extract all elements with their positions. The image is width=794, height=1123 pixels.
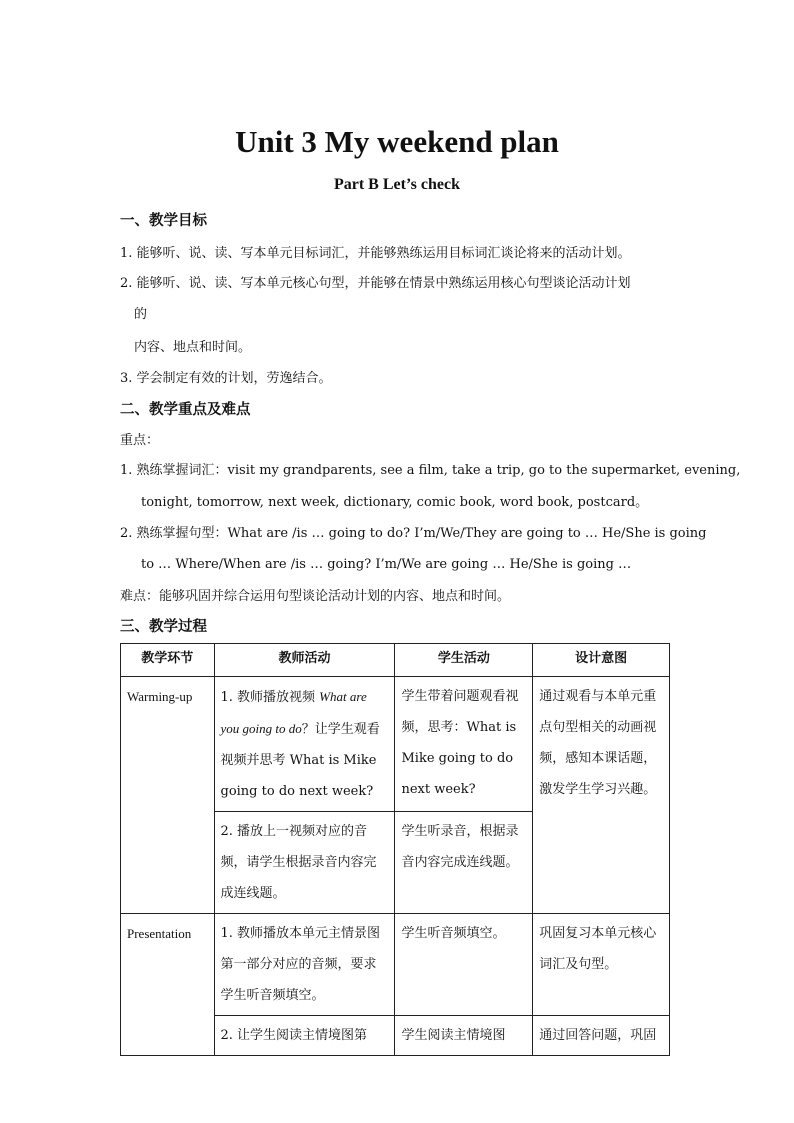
student-activity: 学生阅读主情境图 (395, 1016, 533, 1056)
key-vocab-line-1: 1. 熟练掌握词汇：visit my grandparents, see a film, take a trip, go to the supermarket, evening, (120, 463, 741, 478)
key-sentence-line-1: 2. 熟练掌握句型：What are /is … going to do? I’m/We/They are going to … He/She is going (120, 526, 707, 541)
teacher-activity: 2. 让学生阅读主情境图第 (214, 1016, 395, 1056)
objective-item-3: 3. 学会制定有效的计划，劳逸结合。 (120, 371, 332, 386)
table-header-row (121, 644, 670, 677)
document-title: Unit 3 My weekend plan (235, 124, 559, 159)
teacher-activity-prefix: 1. 教师播放视频 (220, 690, 320, 705)
header-intent: 设计意图 (533, 644, 670, 677)
document-subtitle: Part B Let’s check (333, 176, 461, 193)
section-heading-process: 三、教学过程 (120, 618, 207, 635)
objective-item-2-cont: 的 (134, 307, 148, 322)
design-intent: 通过回答问题，巩固 (533, 1016, 670, 1056)
objective-item-2-cont2: 内容、地点和时间。 (134, 340, 252, 355)
stage-presentation: Presentation (121, 914, 215, 1056)
stage-warmup: Warming-up (121, 677, 215, 914)
student-activity: 学生带着问题观看视频，思考：What is Mike going to do next week? (395, 677, 533, 812)
table-row (121, 914, 670, 1016)
table-row (121, 677, 670, 812)
header-stage: 教学环节 (121, 644, 215, 677)
video-title: What are you going to do (220, 689, 367, 736)
key-sentence-line-2: to … Where/When are /is … going? I’m/We are going … He/She is going … (141, 557, 632, 572)
student-activity: 学生听音频填空。 (395, 914, 533, 1016)
header-student: 学生活动 (395, 644, 533, 677)
header-teacher: 教师活动 (214, 644, 395, 677)
difficulty-line: 难点：能够巩固并综合运用句型谈论活动计划的内容、地点和时间。 (120, 589, 511, 604)
objective-item-2: 2. 能够听、说、读、写本单元核心句型，并能够在情景中熟练运用核心句型谈论活动计划 (120, 276, 631, 291)
teacher-activity (214, 677, 395, 812)
objective-item-1: 1. 能够听、说、读、写本单元目标词汇，并能够熟练运用目标词汇谈论将来的活动计划。 (120, 246, 631, 261)
teacher-activity-suffix: ？让学生观看视频并思考 What is Mike going to do next week? (220, 722, 380, 799)
teacher-activity: 1. 教师播放本单元主情景图第一部分对应的音频，要求学生听音频填空。 (214, 914, 395, 1016)
design-intent: 巩固复习本单元核心词汇及句型。 (533, 914, 670, 1016)
key-vocab-line-2: tonight, tomorrow, next week, dictionary, comic book, word book, postcard。 (141, 495, 649, 510)
section-heading-objectives: 一、教学目标 (120, 212, 207, 229)
teacher-activity: 2. 播放上一视频对应的音频，请学生根据录音内容完成连线题。 (214, 812, 395, 914)
key-label: 重点： (120, 433, 160, 448)
student-activity: 学生听录音，根据录音内容完成连线题。 (395, 812, 533, 914)
section-heading-keypoints: 二、教学重点及难点 (120, 401, 251, 418)
design-intent: 通过观看与本单元重点句型相关的动画视频，感知本课话题，激发学生学习兴趣。 (533, 677, 670, 914)
teaching-process-table (120, 643, 670, 1056)
